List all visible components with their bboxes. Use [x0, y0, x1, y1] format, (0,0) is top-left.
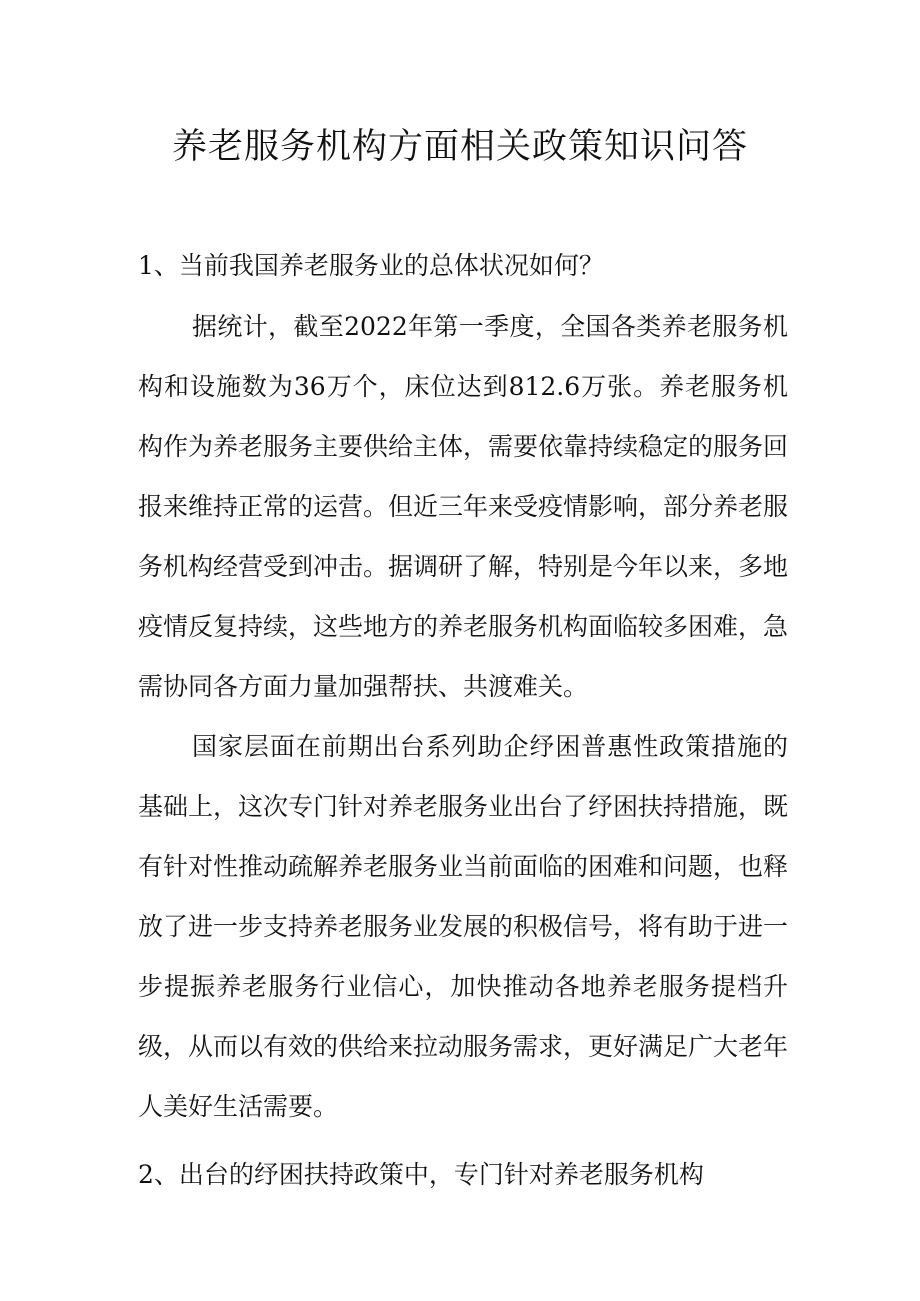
- question-1: 1、当前我国养老服务业的总体状况如何？: [138, 251, 604, 280]
- answer-paragraph-1: 据统计，截至2022年第一季度，全国各类养老服务机构和设施数为36万个，床位达到812.6万张。养老服务机构作为养老服务主要供给主体，需要依靠持续稳定的服务回报来维持正常的运营。但近三年来受疫情影响，部分养老服务机构经营受到冲击。据调研了解，特别是今年以来，多地疫情反复持续，这些地方的养老服务机构面临较多困难，急需协同各方面力量加强帮扶、共渡难关。: [138, 312, 789, 701]
- answer-paragraph-2: 国家层面在前期出台系列助企纾困普惠性政策措施的基础上，这次专门针对养老服务业出台了纾困扶持措施，既有针对性推动疏解养老服务业当前面临的困难和问题，也释放了进一步支持养老服务业发展的积极信号，将有助于进一步提振养老服务行业信心，加快推动各地养老服务提档升级，从而以有效的供给来拉动服务需求，更好满足广大老年人美好生活需要。: [138, 732, 789, 1121]
- document-title: 养老服务机构方面相关政策知识问答: [171, 127, 748, 167]
- question-2: 2、出台的纾困扶持政策中，专门针对养老服务机构: [138, 1160, 704, 1189]
